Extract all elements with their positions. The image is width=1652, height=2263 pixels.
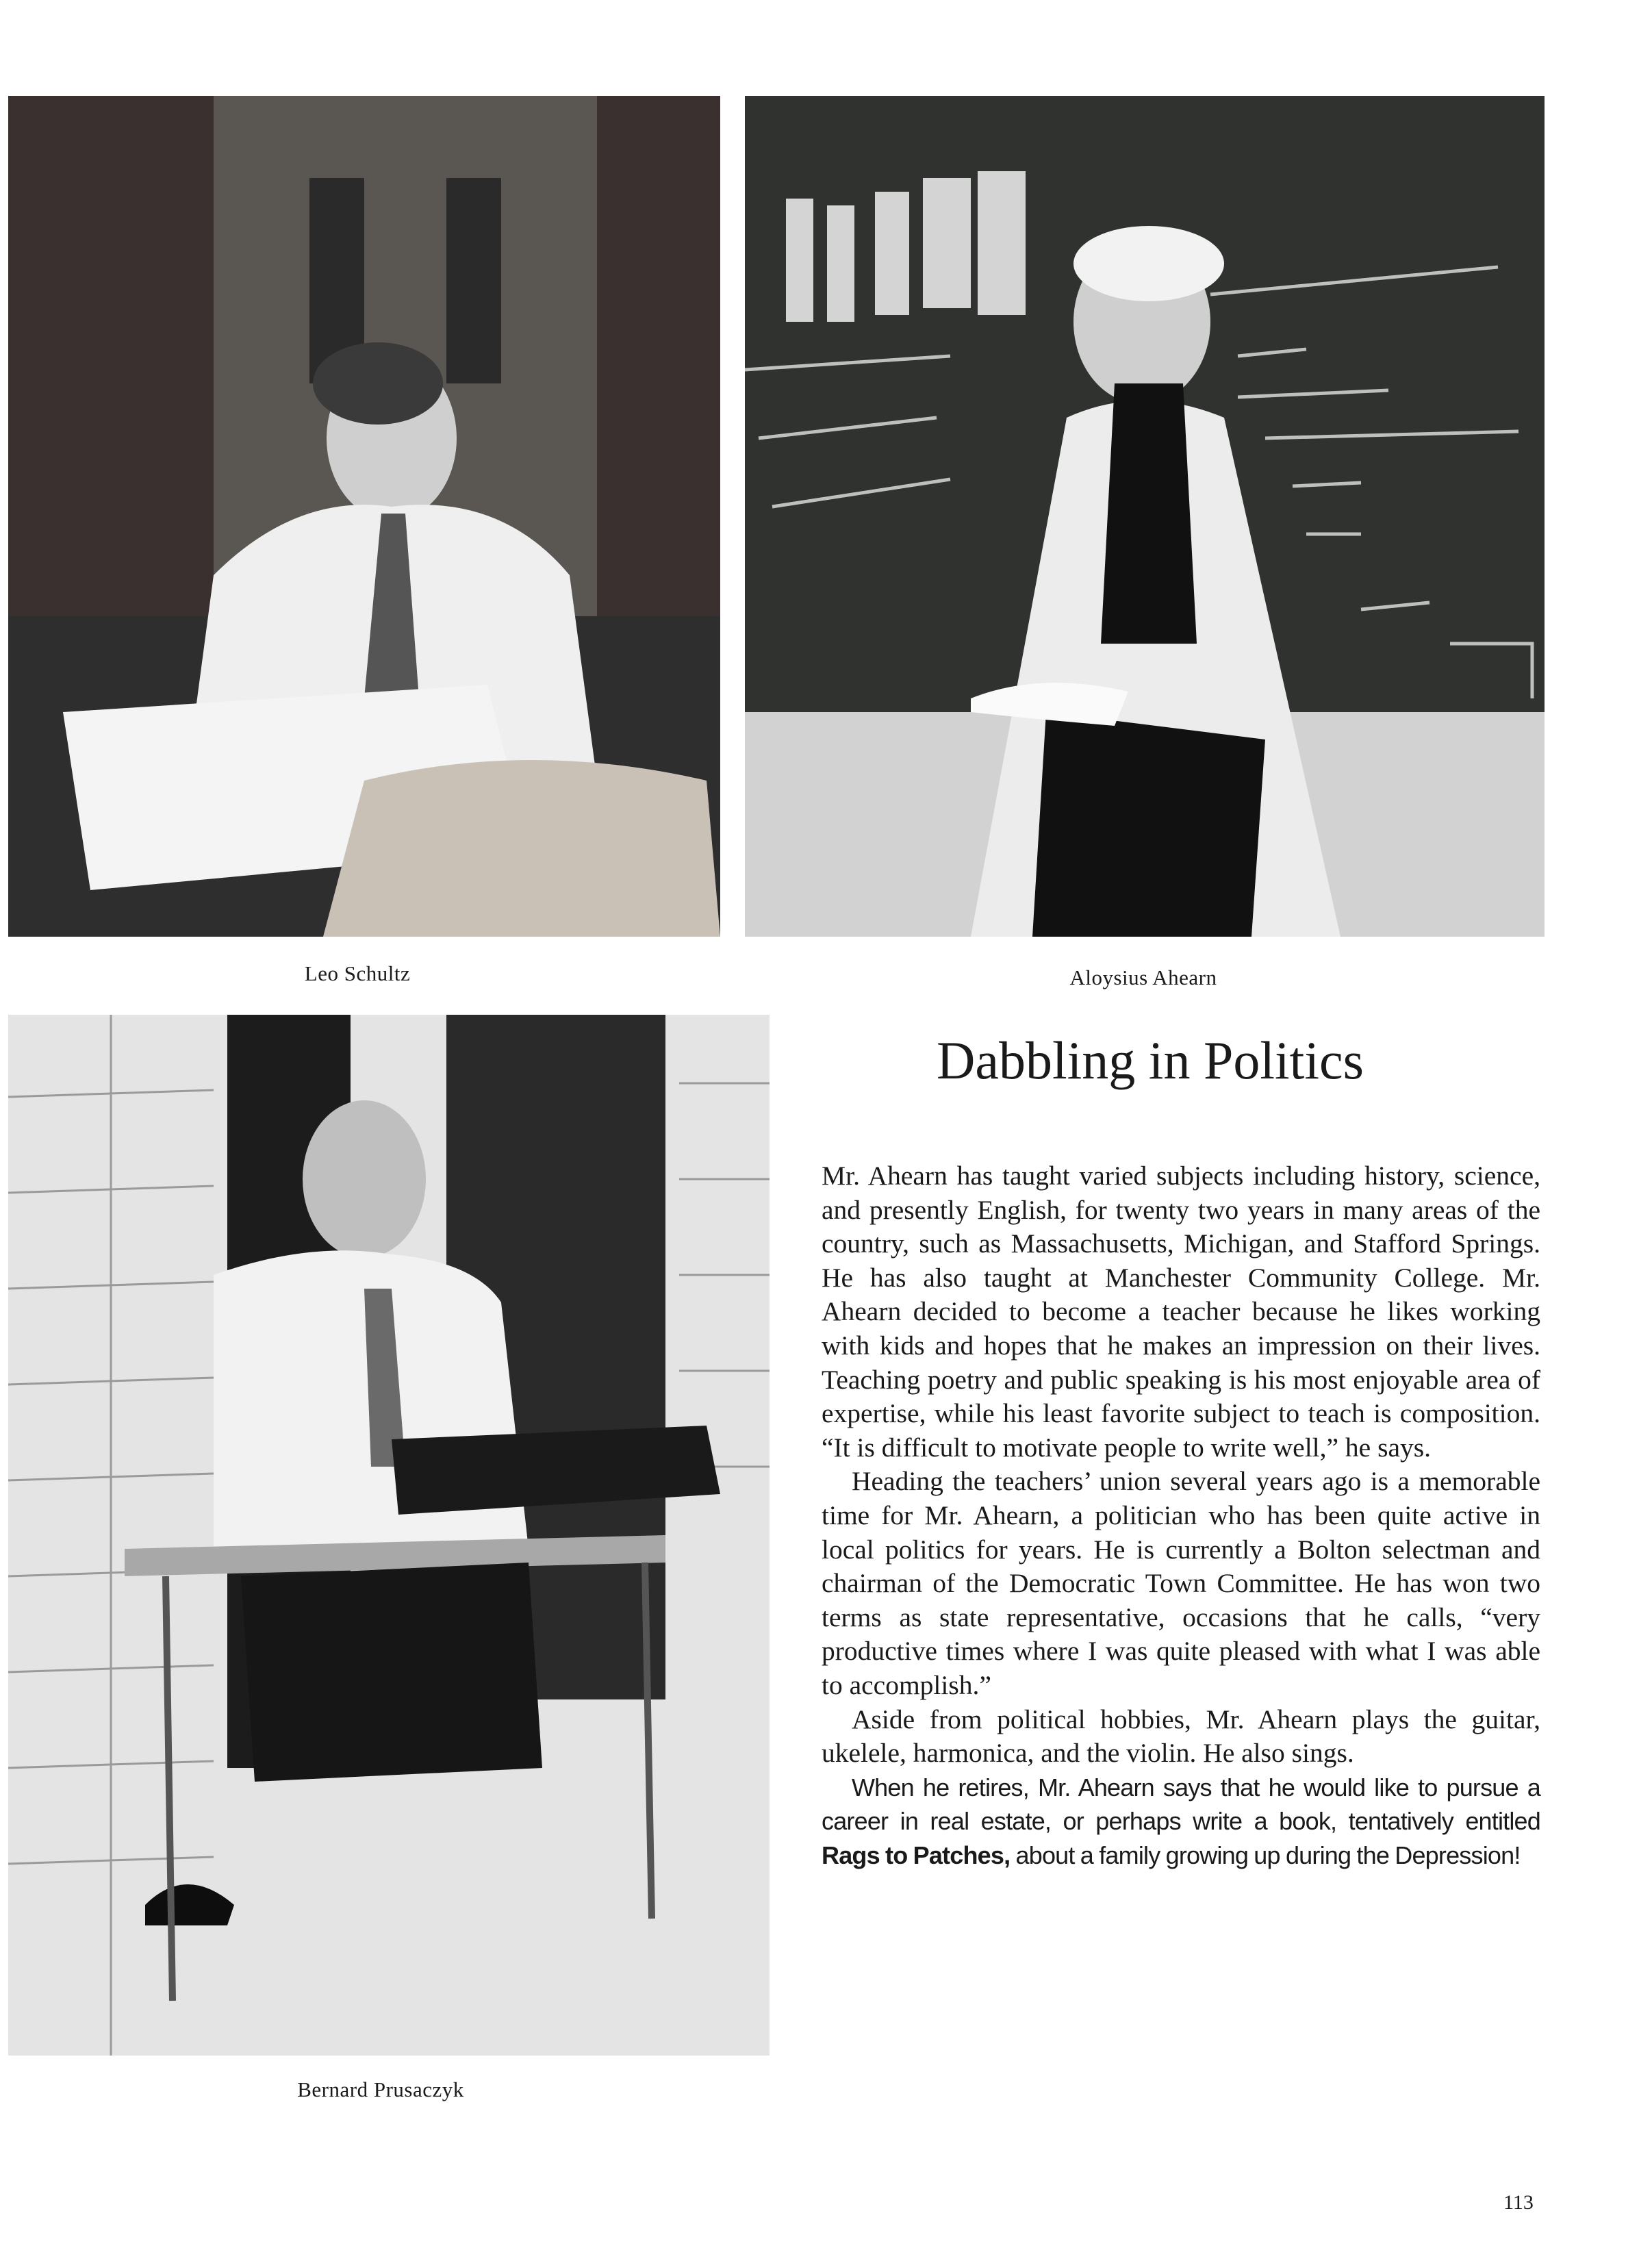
article-headline: Dabbling in Politics [937, 1031, 1364, 1090]
photo-aloysius-ahearn [745, 96, 1545, 937]
photo-leo-schultz-illustration [8, 96, 720, 937]
page-number: 113 [1503, 2191, 1534, 2214]
article-paragraph: Heading the teachers’ union several years ago is a memorable time for Mr. Ahearn, a politician who has been quite active in local politics for years. He is currently a Bolton selectman and chairman of the Democratic Town Committee. He has won two terms as state representative, occasions that he calls, “very productive times where I was quite pleased with what I was able to accomplish.” [822, 1466, 1540, 1700]
photo-leo-schultz [8, 96, 720, 937]
article-last-text-after: about a family growing up during the Depression! [1010, 1841, 1521, 1869]
article-paragraph: Mr. Ahearn has taught varied subjects including history, science, and presently English, for twenty two years in many areas of the country, such as Massachusetts, Michigan, and Stafford Springs. He has also taught at Manchester Community College. Mr. Ahearn decided to become a teacher because he likes working with kids and hopes that he makes an impression on their lives. Teaching poetry and public speaking is his most enjoyable area of expertise, while his least favorite subject to teach is composition. “It is difficult to motivate people to write well,” he says. [822, 1161, 1540, 1463]
article-paragraph-last [822, 1771, 1540, 1873]
photo-bernard-prusaczyk-illustration [8, 1015, 770, 2056]
article-body [822, 1159, 1540, 1872]
photo-caption-aloysius-ahearn: Aloysius Ahearn [1069, 965, 1217, 989]
photo-caption-bernard-prusaczyk: Bernard Prusaczyk [297, 2077, 464, 2101]
book-title: Rags to Patches, [822, 1841, 1011, 1869]
article-paragraph: Aside from political hobbies, Mr. Ahearn plays the guitar, ukelele, harmonica, and the violin. He also sings. [822, 1704, 1540, 1769]
photo-bernard-prusaczyk [8, 1015, 770, 2056]
article-last-text-before: When he retires, Mr. Ahearn says that he would like to pursue a career in real estate, or perhaps write a book, tentatively entitled [822, 1773, 1540, 1836]
photo-caption-leo-schultz: Leo Schultz [304, 961, 411, 985]
photo-aloysius-ahearn-illustration [745, 96, 1545, 937]
